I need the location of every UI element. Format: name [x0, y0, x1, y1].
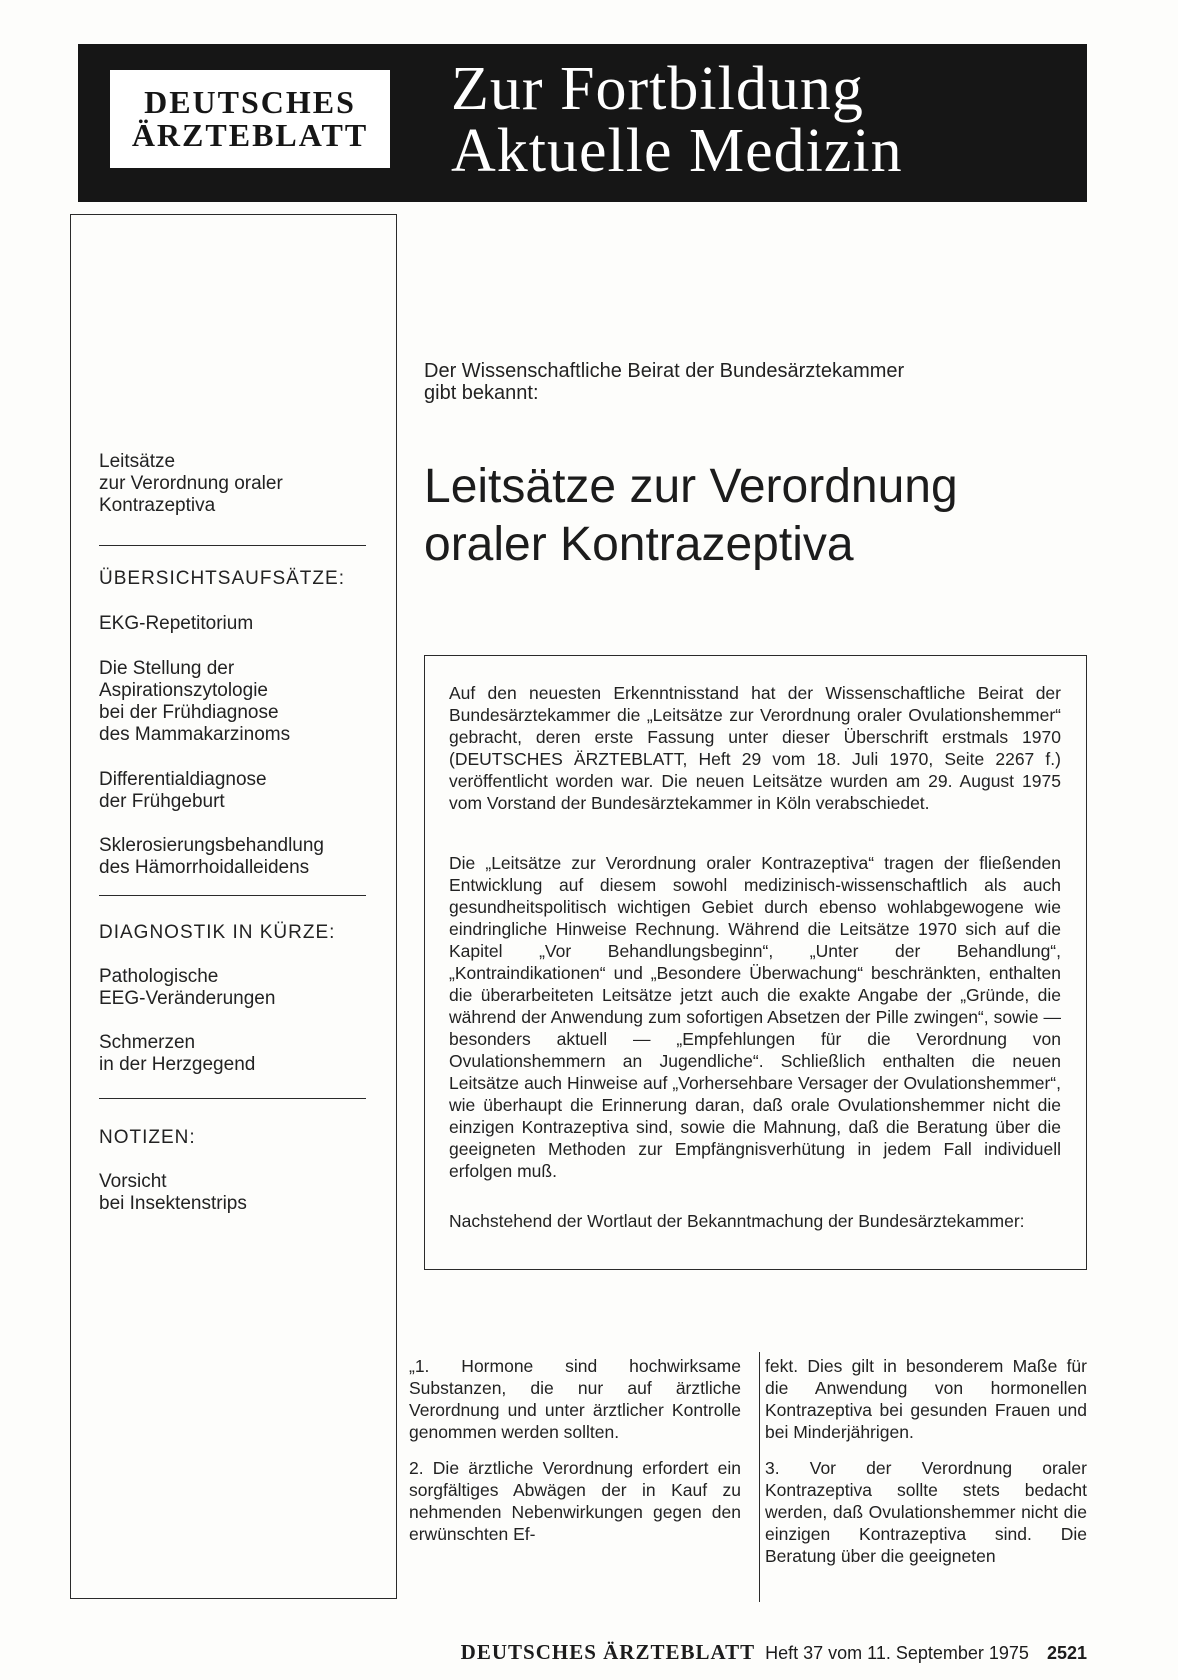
- logo-line-1: DEUTSCHES: [144, 84, 356, 120]
- sidebar-item: [99, 966, 275, 1010]
- sidebar-divider: [99, 895, 366, 896]
- sidebar-item-line: EEG-Veränderungen: [99, 988, 276, 1009]
- intro-line: gibt bekannt:: [424, 382, 539, 404]
- sidebar-item-line: des Hämorrhoidalleidens: [99, 857, 310, 878]
- body-paragraph: fekt. Dies gilt in besonderem Maße für die Anwendung von hormonellen Kontrazeptiva bei gesunden Frauen und bei Minderjährigen.: [765, 1356, 1087, 1442]
- logo-line-2: ÄRZTEBLATT: [131, 117, 369, 153]
- sidebar-heading-diagnostics: DIAGNOSTIK IN KÜRZE:: [99, 922, 336, 943]
- abstract-paragraph: Auf den neuesten Erkenntnisstand hat der Wissenschaftliche Beirat der Bundesärztekammer die „Leitsätze zur Verordnung oraler Ovulationshemmer“ gebracht, deren erste Fassung unter dieser Überschrift erstmals 1970 (DEUTSCHES ÄRZTEBLATT, Heft 29 vom 18. Juli 1970, Seite 2267 f.) veröffentlicht worden war. Die neuen Leitsätze wurden am 29. August 1975 vom Vorstand der Bundesärztekammer in Köln verabschiedet.: [449, 683, 1061, 813]
- sidebar-item-line: Sklerosierungsbehandlung: [99, 835, 324, 856]
- sidebar-item: [99, 658, 290, 746]
- footer-journal-name: DEUTSCHES ÄRZTEBLATT: [460, 1640, 756, 1664]
- sidebar-item: [99, 613, 253, 635]
- sidebar-divider: [99, 1098, 366, 1099]
- body-paragraph: 2. Die ärztliche Verordnung erfordert ein sorgfältiges Abwägen der in Kauf zu nehmenden Nebenwirkungen gegen den erwünschten Ef-: [409, 1458, 741, 1544]
- sidebar-item: [99, 769, 267, 813]
- sidebar-item-line: bei Insektenstrips: [99, 1193, 247, 1214]
- sidebar-lead-line: Leitsätze: [99, 451, 176, 472]
- abstract-box: [424, 655, 1087, 1270]
- sidebar-item-line: bei der Frühdiagnose: [99, 702, 279, 723]
- sidebar-item: [99, 1032, 255, 1076]
- sidebar-item: [99, 1171, 247, 1215]
- sidebar-item-line: in der Herzgegend: [99, 1054, 256, 1075]
- sidebar-item-line: Schmerzen: [99, 1032, 196, 1053]
- sidebar-heading-notes: NOTIZEN:: [99, 1127, 196, 1148]
- body-column-right: [755, 1355, 1087, 1581]
- body-paragraph: 3. Vor der Verordnung oraler Kontrazeptiva sollte stets bedacht werden, daß Ovulationshemmer nicht die einzigen Kontrazeptiva sind. Die Beratung über die geeigneten: [765, 1458, 1087, 1566]
- article-intro: [424, 360, 904, 404]
- page-number: 2521: [1046, 1643, 1087, 1663]
- sidebar-divider: [99, 545, 366, 546]
- footer-issue: Heft 37 vom 11. September 1975: [765, 1643, 1029, 1663]
- section-title: [451, 55, 903, 185]
- contents-sidebar: [70, 214, 397, 1599]
- sidebar-heading-overview: ÜBERSICHTSAUFSÄTZE:: [99, 568, 345, 589]
- section-title-line-2: Aktuelle Medizin: [451, 117, 903, 185]
- section-title-line-1: Zur Fortbildung: [451, 55, 864, 123]
- abstract-paragraph: Die „Leitsätze zur Verordnung oraler Kontrazeptiva“ tragen der fließenden Entwicklung auf diesem sowohl medizinisch-wissenschaftlich als auch gesundheitspolitisch wichtigen Gebiet durch ebenso wohlabgewogene wie eindringliche Hinweise Rechnung. Während die Leitsätze 1970 sich auf die Kapitel „Vor Behandlungsbeginn“, „Unter der Behandlung“, „Kontraindikationen“ und „Besondere Überwachung“ beschränkten, enthalten die überarbeiteten Leitsätze jetzt auch die exakte Angabe der „Gründe, die während der Anwendung zum sofortigen Absetzen der Pille zwingen“, sowie — besonders aktuell — „Empfehlungen für die Verordnung von Ovulationshemmern an Jugendliche“. Schließlich enthalten die neuen Leitsätze auch Hinweise auf „Vorhersehbare Versager der Ovulationshemmer“, wie überhaupt die Erinnerung daran, daß orale Ovulationshemmer nicht die einzigen Kontrazeptiva sind, sowie die Mahnung, daß die Beratung über die geeigneten Methoden zur Empfängnisverhütung in jedem Fall individuell erfolgen muß.: [449, 853, 1061, 1181]
- body-column-left: [409, 1355, 741, 1559]
- sidebar-item: [99, 835, 324, 879]
- abstract-paragraph: Nachstehend der Wortlaut der Bekanntmachung der Bundesärztekammer:: [449, 1211, 1025, 1231]
- sidebar-lead-line: zur Verordnung oraler: [99, 473, 283, 494]
- sidebar-item-line: Die Stellung der: [99, 658, 235, 679]
- sidebar-item-line: Vorsicht: [99, 1171, 167, 1192]
- sidebar-lead-line: Kontrazeptiva: [99, 495, 216, 516]
- sidebar-item-line: Differentialdiagnose: [99, 769, 267, 790]
- sidebar-lead: [99, 451, 283, 517]
- article-title-line: oraler Kontrazeptiva: [424, 518, 854, 571]
- sidebar-item-line: Pathologische: [99, 966, 219, 987]
- journal-logo: [107, 67, 393, 171]
- sidebar-item-line: Aspirationszytologie: [99, 680, 268, 701]
- article-title-line: Leitsätze zur Verordnung: [424, 460, 958, 513]
- body-paragraph: „1. Hormone sind hochwirksame Substanzen, die nur auf ärztliche Verordnung und unter ärztlicher Kontrolle genommen werden sollten.: [409, 1356, 741, 1442]
- page-footer: [409, 1640, 1087, 1666]
- sidebar-item-line: der Frühgeburt: [99, 791, 225, 812]
- sidebar-item-line: EKG-Repetitorium: [99, 613, 254, 634]
- intro-line: Der Wissenschaftliche Beirat der Bundesärztekammer: [424, 360, 905, 382]
- article-title: [424, 458, 958, 574]
- header-banner: [78, 44, 1087, 202]
- sidebar-item-line: des Mammakarzinoms: [99, 724, 291, 745]
